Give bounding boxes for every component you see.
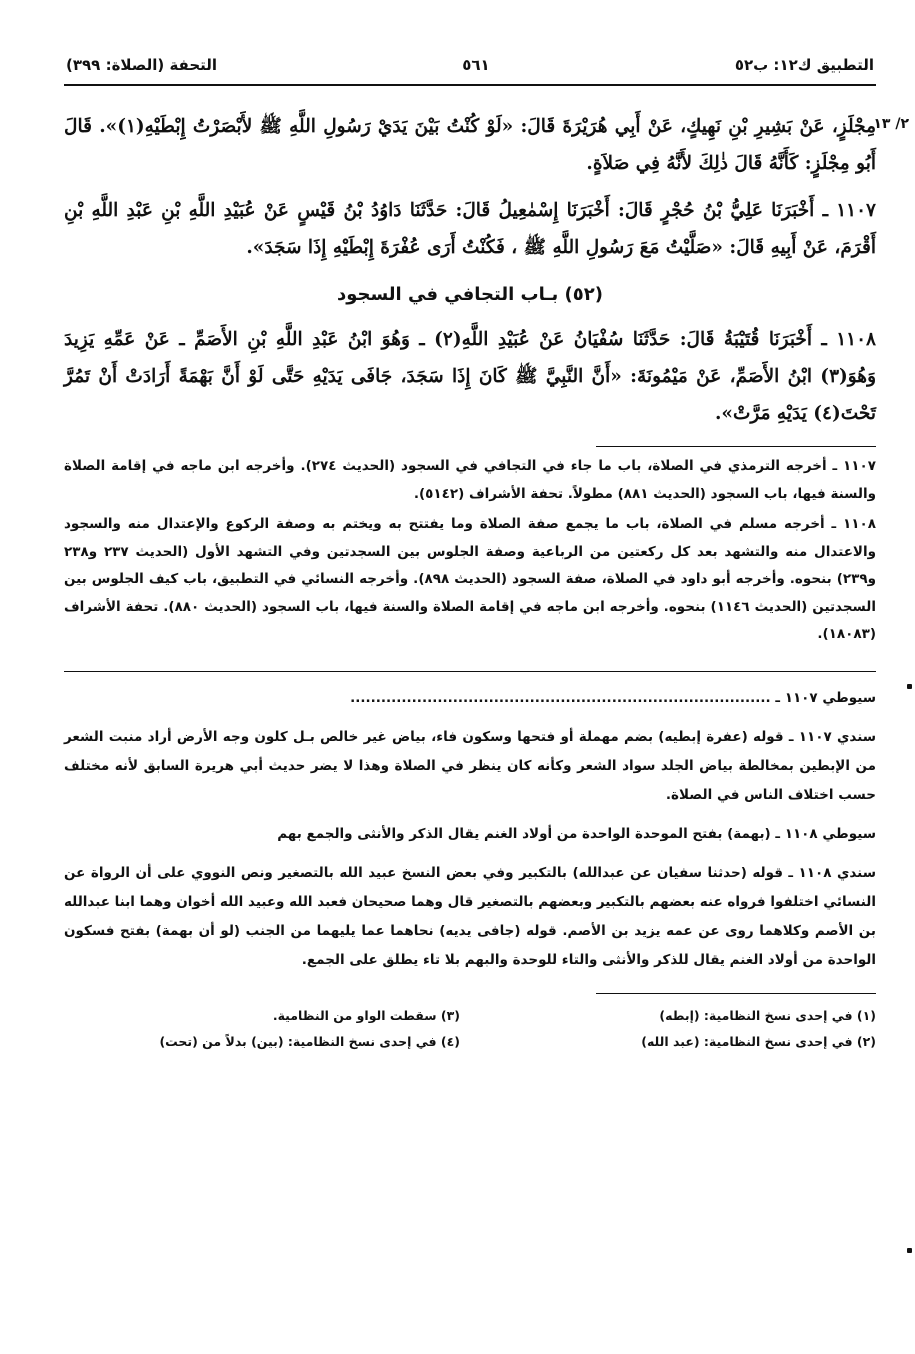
commentary (64, 684, 876, 975)
chapter-heading: (٥٢) بـاب التجافي في السجود (336, 284, 603, 305)
footnote-2: (٢) في إحدى نسخ النظامية: (عبد الله) (641, 1033, 876, 1049)
commentary-divider (64, 671, 876, 672)
hadith-1108: ١١٠٨ ـ أَخْبَرَنَا قُتَيْبَةُ قَالَ: حَدَّثَنَا سُفْيَانُ عَنْ عُبَيْدِ اللَّهِ(٢) ـ وَهُوَ ابْنُ عَبْدِ اللَّهِ بْنِ الأَصَمِّ ـ عَنْ عَمِّهِ يَزِيدَ وَهُوَ(٣) ابْنُ الأَصَمِّ، عَنْ مَيْمُونَةَ: «أَنَّ النَّبِيَّ ﷺ كَانَ إِذَا سَجَدَ، جَافَى يَدَيْهِ حَتَّى لَوْ أَنَّ بَهْمَةً أَرَادَتْ أَنْ تَمُرَّ تَحْتَ(٤) يَدَيْهِ مَرَّتْ». (64, 329, 876, 424)
hadith-continuation: مِجْلَزٍ، عَنْ بَشِيرِ بْنِ نَهِيكٍ، عَنْ أَبِي هُرَيْرَةَ قَالَ: «لَوْ كُنْتُ بَيْنَ يَدَيْ رَسُولِ اللَّهِ ﷺ لأَبْصَرْتُ إِبْطَيْهِ(١)». قَالَ أَبُو مِجْلَزٍ: كَأَنَّهُ قَالَ ذٰلِكَ لأَنَّهُ فِي صَلاَةٍ. (64, 116, 876, 174)
notes-divider (596, 446, 876, 447)
footnote-3: (٣) سقطت الواو من النظامية. (272, 1007, 460, 1023)
dotted-leader: .................................................................................. (350, 689, 771, 706)
header-left: التحفة (الصلاة: ٣٩٩) (66, 56, 218, 74)
margin-mark-bottom (907, 1248, 912, 1253)
takhrij-notes (64, 453, 876, 649)
margin-reference-number: ٢/ ١٣ (873, 116, 909, 132)
note-1107: ١١٠٧ ـ أخرجه الترمذي في الصلاة، باب ما جاء في التجافي في السجود (الحديث ٢٧٤). وأخرجه ابن ماجه في إقامة الصلاة والسنة فيها، باب السجود (الحديث ٨٨١) مطولاً. تحفة الأشراف (٥١٤٢). (64, 458, 876, 502)
footnotes (64, 1006, 876, 1052)
page (64, 56, 876, 1052)
suyuti-1108: سيوطي ١١٠٨ ـ (بهمة) بفتح الموحدة الواحدة من أولاد الغنم يقال الذكر والأنثى والجمع بهم (277, 825, 876, 842)
footnotes-divider (596, 993, 876, 994)
footnote-4: (٤) في إحدى نسخ النظامية: (بين) بدلاً من (تحت) (159, 1033, 460, 1049)
page-number: ٥٦١ (462, 56, 490, 74)
sindi-1107: سندي ١١٠٧ ـ قوله (عفرة إبطيه) بضم مهملة أو فتحها وسكون فاء، بياض غير خالص بـل كلون وجه الأرض أراد منبت الشعر من الإبطين بمخالطة بياض الجلد سواد الشعر وكأنه كان ينظر في الصلاة وهذا لا يضر حديث أبي هريرة السابق لأنه مختلف حسب اختلاف الناس في الصلاة. (64, 728, 876, 803)
margin-mark-top (907, 684, 912, 689)
footnote-1: (١) في إحدى نسخ النظامية: (إبطه) (659, 1007, 876, 1023)
note-1108: ١١٠٨ ـ أخرجه مسلم في الصلاة، باب ما يجمع صفة الصلاة وما يفتتح به ويختم به وصفة الركوع والإعتدال منه والسجود والاعتدال منه والتشهد بعد كل ركعتين من الرباعية وصفة الجلوس بين السجدتين وفي التشهد الأول (الحديث ٢٣٧ و٢٣٨ و٢٣٩) بنحوه. وأخرجه أبو داود في الصلاة، صفة السجود (الحديث ٨٩٨). وأخرجه النسائي في التطبيق، باب كيف الجلوس بين السجدتين (الحديث ١١٤٦) بنحوه. وأخرجه ابن ماجه في إقامة الصلاة والسنة فيها، باب السجود (الحديث ٨٨٠). تحفة الأشراف (١٨٠٨٣). (64, 516, 877, 642)
hadith-1107: ١١٠٧ ـ أَخْبَرَنَا عَلِيُّ بْنُ حُجْرٍ قَالَ: أَخْبَرَنَا إِسْمٰعِيلُ قَالَ: حَدَّثَنَا دَاوُدُ بْنُ قَيْسٍ عَنْ عُبَيْدِ اللَّهِ بْنِ عَبْدِ اللَّهِ بْنِ أَقْرَمَ، عَنْ أَبِيهِ قَالَ: «صَلَّيْتُ مَعَ رَسُولِ اللَّهِ ﷺ ، فَكُنْتُ أَرَى عُفْرَةَ إِبْطَيْهِ إِذَا سَجَدَ». (64, 200, 876, 258)
suyuti-1107-label: سيوطي ١١٠٧ ـ (775, 689, 876, 706)
sindi-1108: سندي ١١٠٨ ـ قوله (حدثنا سفيان عن عبدالله) بالتكبير وفي بعض النسخ عبيد الله بالتصغير ونص النووي على أن الرواة عن النسائي اختلفوا فرواه عنه بعضهم بالتكبير وبعضهم بالتصغير قال وهما صحيحان فعبد الله وعبيد الله أخوان وهما ابنا عبدالله بن الأصم وكلاهما روى عن عمه يزيد بن الأصم. قوله (جافى يديه) نحاهما عما يليهما من الجنب (لو أن بهمة) بفتح فسكون الواحدة من أولاد الغنم يقال للذكر والأنثى والتاء للوحدة والبهم بلا تاء يطلق على الجمع. (64, 864, 876, 968)
header-right: التطبيق ك١٢: ب٥٢ (734, 56, 874, 74)
running-header (64, 56, 876, 86)
hadith-text (64, 108, 876, 432)
suyuti-1107 (64, 684, 876, 713)
